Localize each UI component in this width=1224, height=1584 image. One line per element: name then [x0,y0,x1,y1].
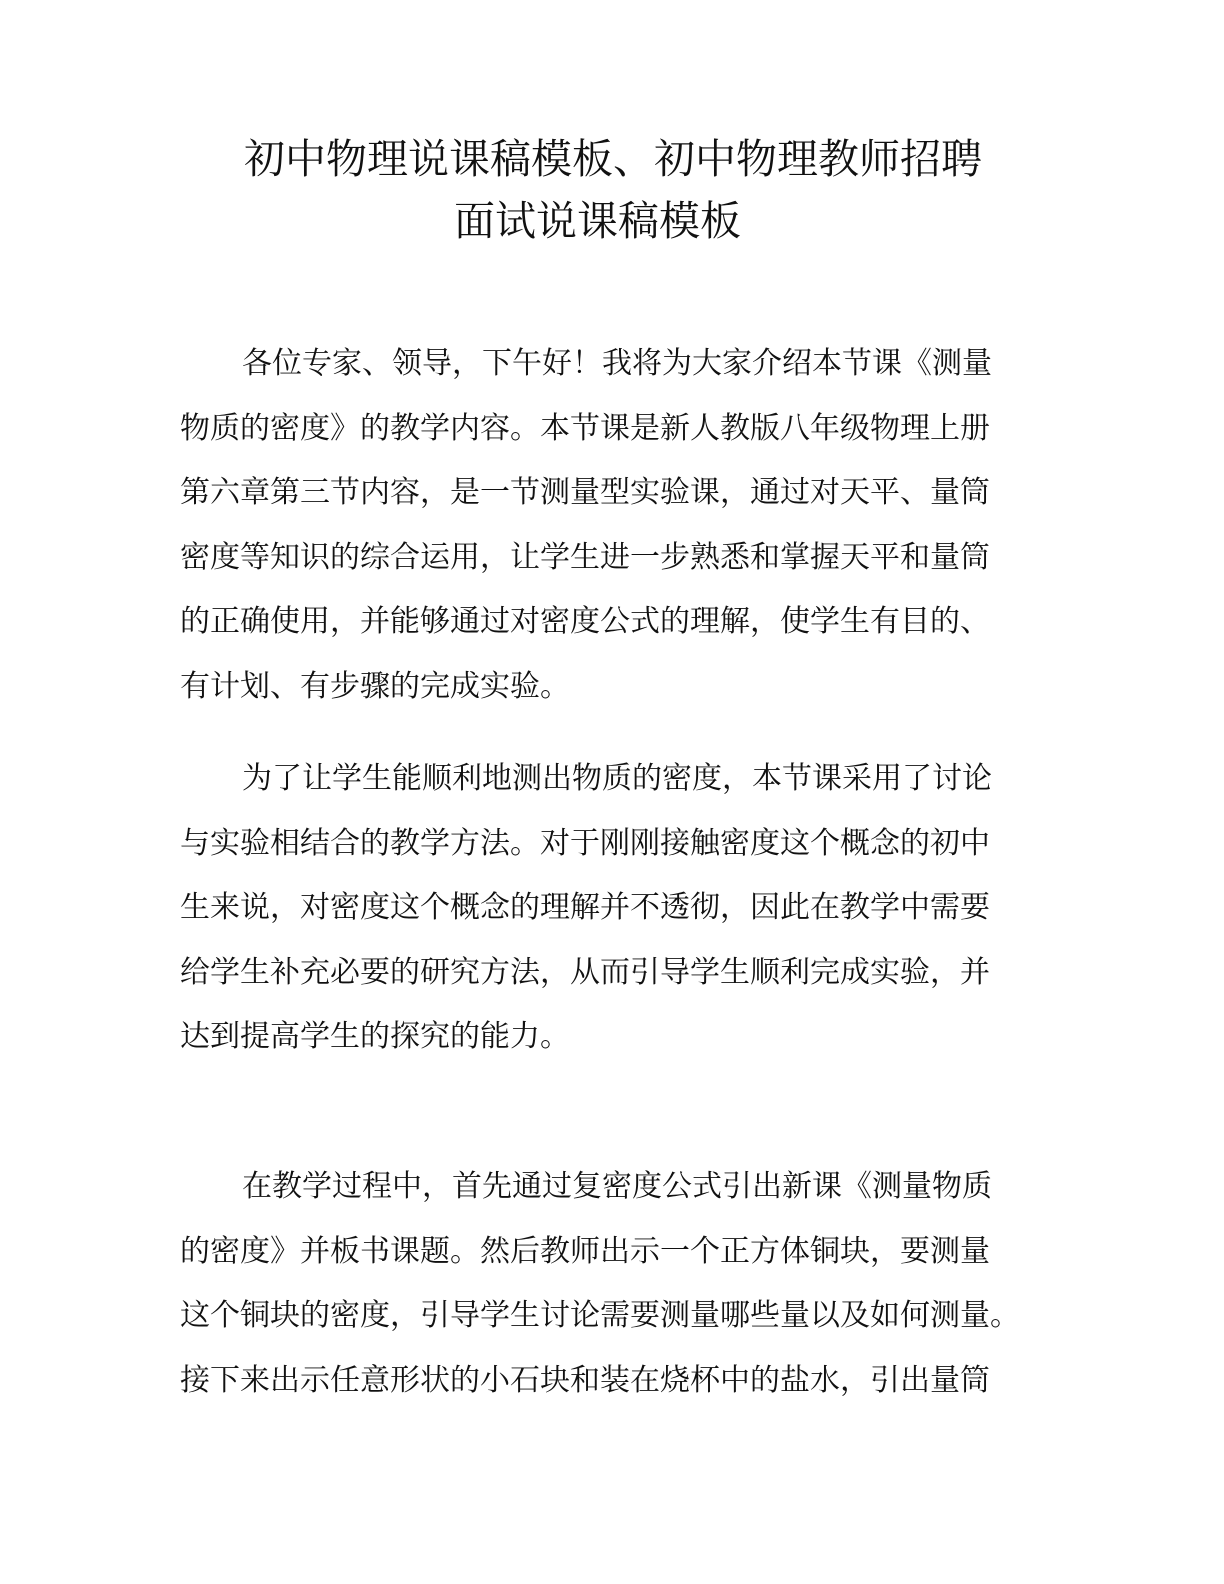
paragraph-line: 各位专家、领导，下午好！我将为大家介绍本节课《测量 [242,346,992,381]
title-line-2: 面试说课稿模板 [454,197,741,245]
paragraph-teaching-process [180,1155,1060,1413]
paragraph-line: 与实验相结合的教学方法。对于刚刚接触密度这个概念的初中 [180,825,990,861]
paragraph-line: 达到提高学生的探究的能力。 [180,1019,570,1054]
paragraph-line: 生来说，对密度这个概念的理解并不透彻，因此在教学中需要 [180,890,990,925]
paragraph-line: 这个铜块的密度，引导学生讨论需要测量哪些量以及如何测量。 [180,1298,1020,1333]
paragraph-line: 给学生补充必要的研究方法，从而引导学生顺利完成实验，并 [180,954,990,990]
paragraph-line: 接下来出示任意形状的小石块和装在烧杯中的盐水，引出量筒 [180,1362,990,1398]
paragraph-teaching-method [180,747,1060,1070]
paragraph-line: 在教学过程中，首先通过复密度公式引出新课《测量物质 [242,1169,992,1204]
paragraph-line: 的密度》并板书课题。然后教师出示一个正方体铜块，要测量 [180,1233,990,1269]
paragraph-line: 物质的密度》的教学内容。本节课是新人教版八年级物理上册 [180,410,990,446]
paragraph-line: 第六章第三节内容，是一节测量型实验课，通过对天平、量筒 [180,475,990,510]
title-line-1: 初中物理说课稿模板、初中物理教师招聘 [244,135,982,183]
paragraph-line: 为了让学生能顺利地测出物质的密度，本节课采用了讨论 [242,761,992,796]
paragraph-line: 密度等知识的综合运用，让学生进一步熟悉和掌握天平和量筒 [180,539,990,575]
document-title [180,128,1100,252]
paragraph-line: 的正确使用，并能够通过对密度公式的理解，使学生有目的、 [180,604,990,639]
paragraph-introduction [180,332,1060,719]
paragraph-line: 有计划、有步骤的完成实验。 [180,668,570,704]
